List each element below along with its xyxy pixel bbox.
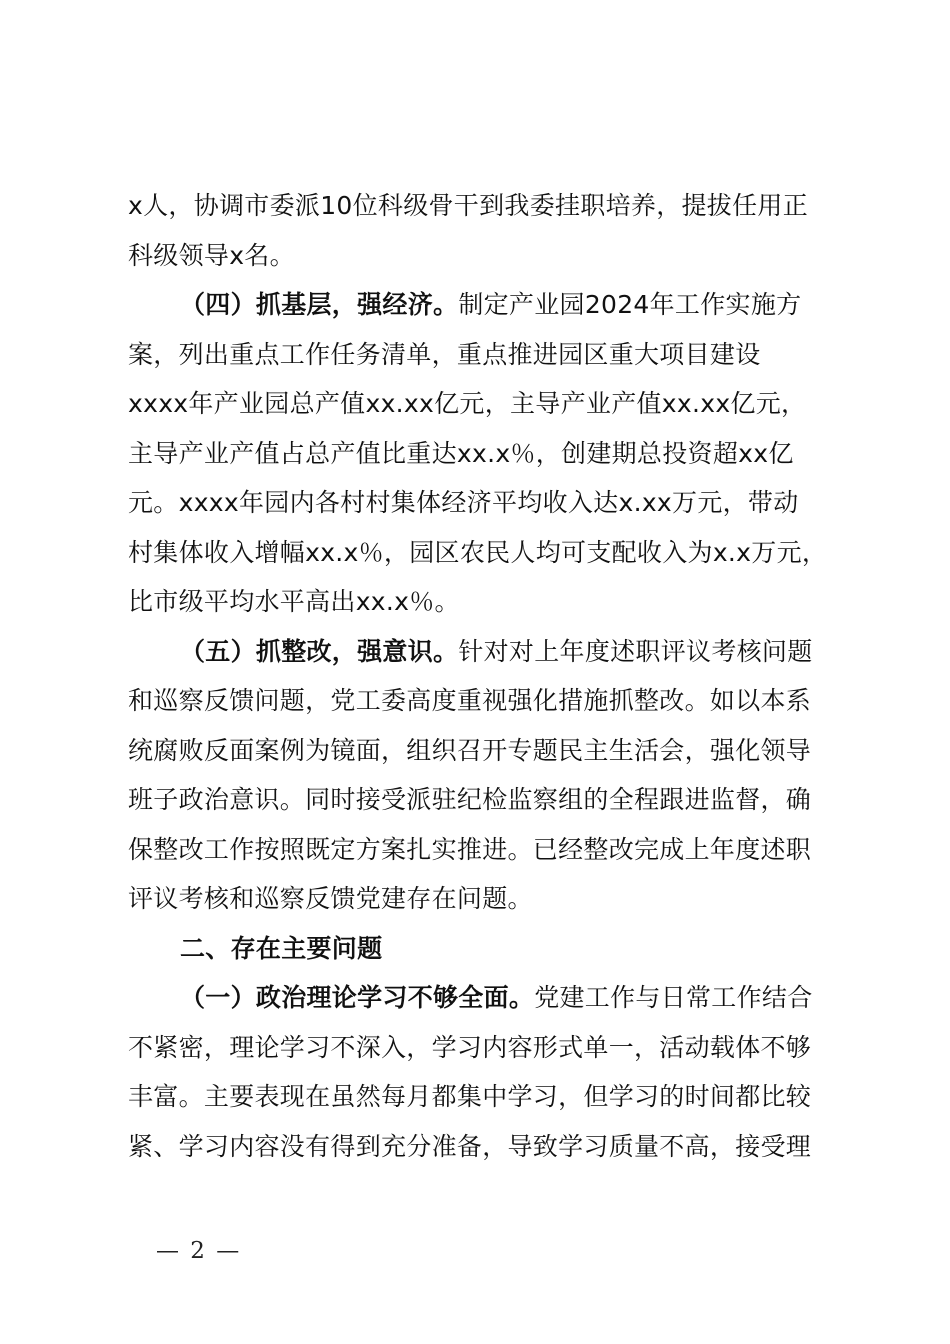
paragraph-heading: （四）抓基层，强经济。 bbox=[180, 290, 459, 319]
text-line bbox=[128, 973, 828, 1023]
paragraph-heading: （五）抓整改，强意识。 bbox=[180, 636, 459, 666]
paragraph-grassroots-economy bbox=[128, 280, 828, 627]
text-line: 主导产业产值占总产值比重达xx.x％，创建期总投资超xx亿 bbox=[128, 438, 794, 468]
paragraph-personnel bbox=[128, 181, 828, 280]
paragraph-political-study bbox=[128, 973, 828, 1171]
page-number: — 2 — bbox=[156, 1238, 242, 1264]
text-line: 丰富。主要表现在虽然每月都集中学习，但学习的时间都比较 bbox=[128, 1082, 812, 1111]
paragraph-heading: （一）政治理论学习不够全面。 bbox=[180, 983, 535, 1012]
paragraph-rectification bbox=[128, 627, 828, 924]
section-heading-main-problems bbox=[128, 924, 828, 974]
text-run: 党建工作与日常工作结合 bbox=[534, 983, 813, 1012]
text-line: 和巡察反馈问题，党工委高度重视强化措施抓整改。如以本系 bbox=[128, 686, 812, 715]
text-line: 比市级平均水平高出xx.x％。 bbox=[128, 587, 460, 616]
text-line: 不紧密，理论学习不深入，学习内容形式单一，活动载体不够 bbox=[128, 1032, 812, 1062]
document-body bbox=[128, 181, 828, 1171]
text-line bbox=[128, 627, 828, 677]
text-line: 班子政治意识。同时接受派驻纪检监察组的全程跟进监督，确 bbox=[128, 785, 812, 814]
text-line: 保整改工作按照既定方案扎实推进。已经整改完成上年度述职 bbox=[128, 834, 812, 864]
text-line: 紧、学习内容没有得到充分准备，导致学习质量不高，接受理 bbox=[128, 1131, 812, 1161]
section-title: 二、存在主要问题 bbox=[180, 933, 383, 963]
text-line: xxxx年产业园总产值xx.xx亿元，主导产业产值xx.xx亿元， bbox=[128, 389, 807, 418]
text-line: 村集体收入增幅xx.x％，园区农民人均可支配收入为x.x万元， bbox=[128, 537, 828, 567]
text-line: 案，列出重点工作任务清单，重点推进园区重大项目建设 bbox=[128, 339, 761, 369]
text-line: 元。xxxx年园内各村村集体经济平均收入达x.xx万元，带动 bbox=[128, 488, 799, 517]
text-line: 统腐败反面案例为镜面，组织召开专题民主生活会，强化领导 bbox=[128, 735, 812, 765]
text-run: 针对对上年度述职评议考核问题 bbox=[458, 636, 813, 666]
text-line: 科级领导x名。 bbox=[128, 240, 295, 270]
text-line: 评议考核和巡察反馈党建存在问题。 bbox=[128, 884, 533, 913]
text-run: 制定产业园2024年工作实施方 bbox=[458, 290, 802, 319]
text-line: x人，协调市委派10位科级骨干到我委挂职培养，提拔任用正 bbox=[128, 191, 809, 220]
text-line bbox=[128, 280, 828, 330]
